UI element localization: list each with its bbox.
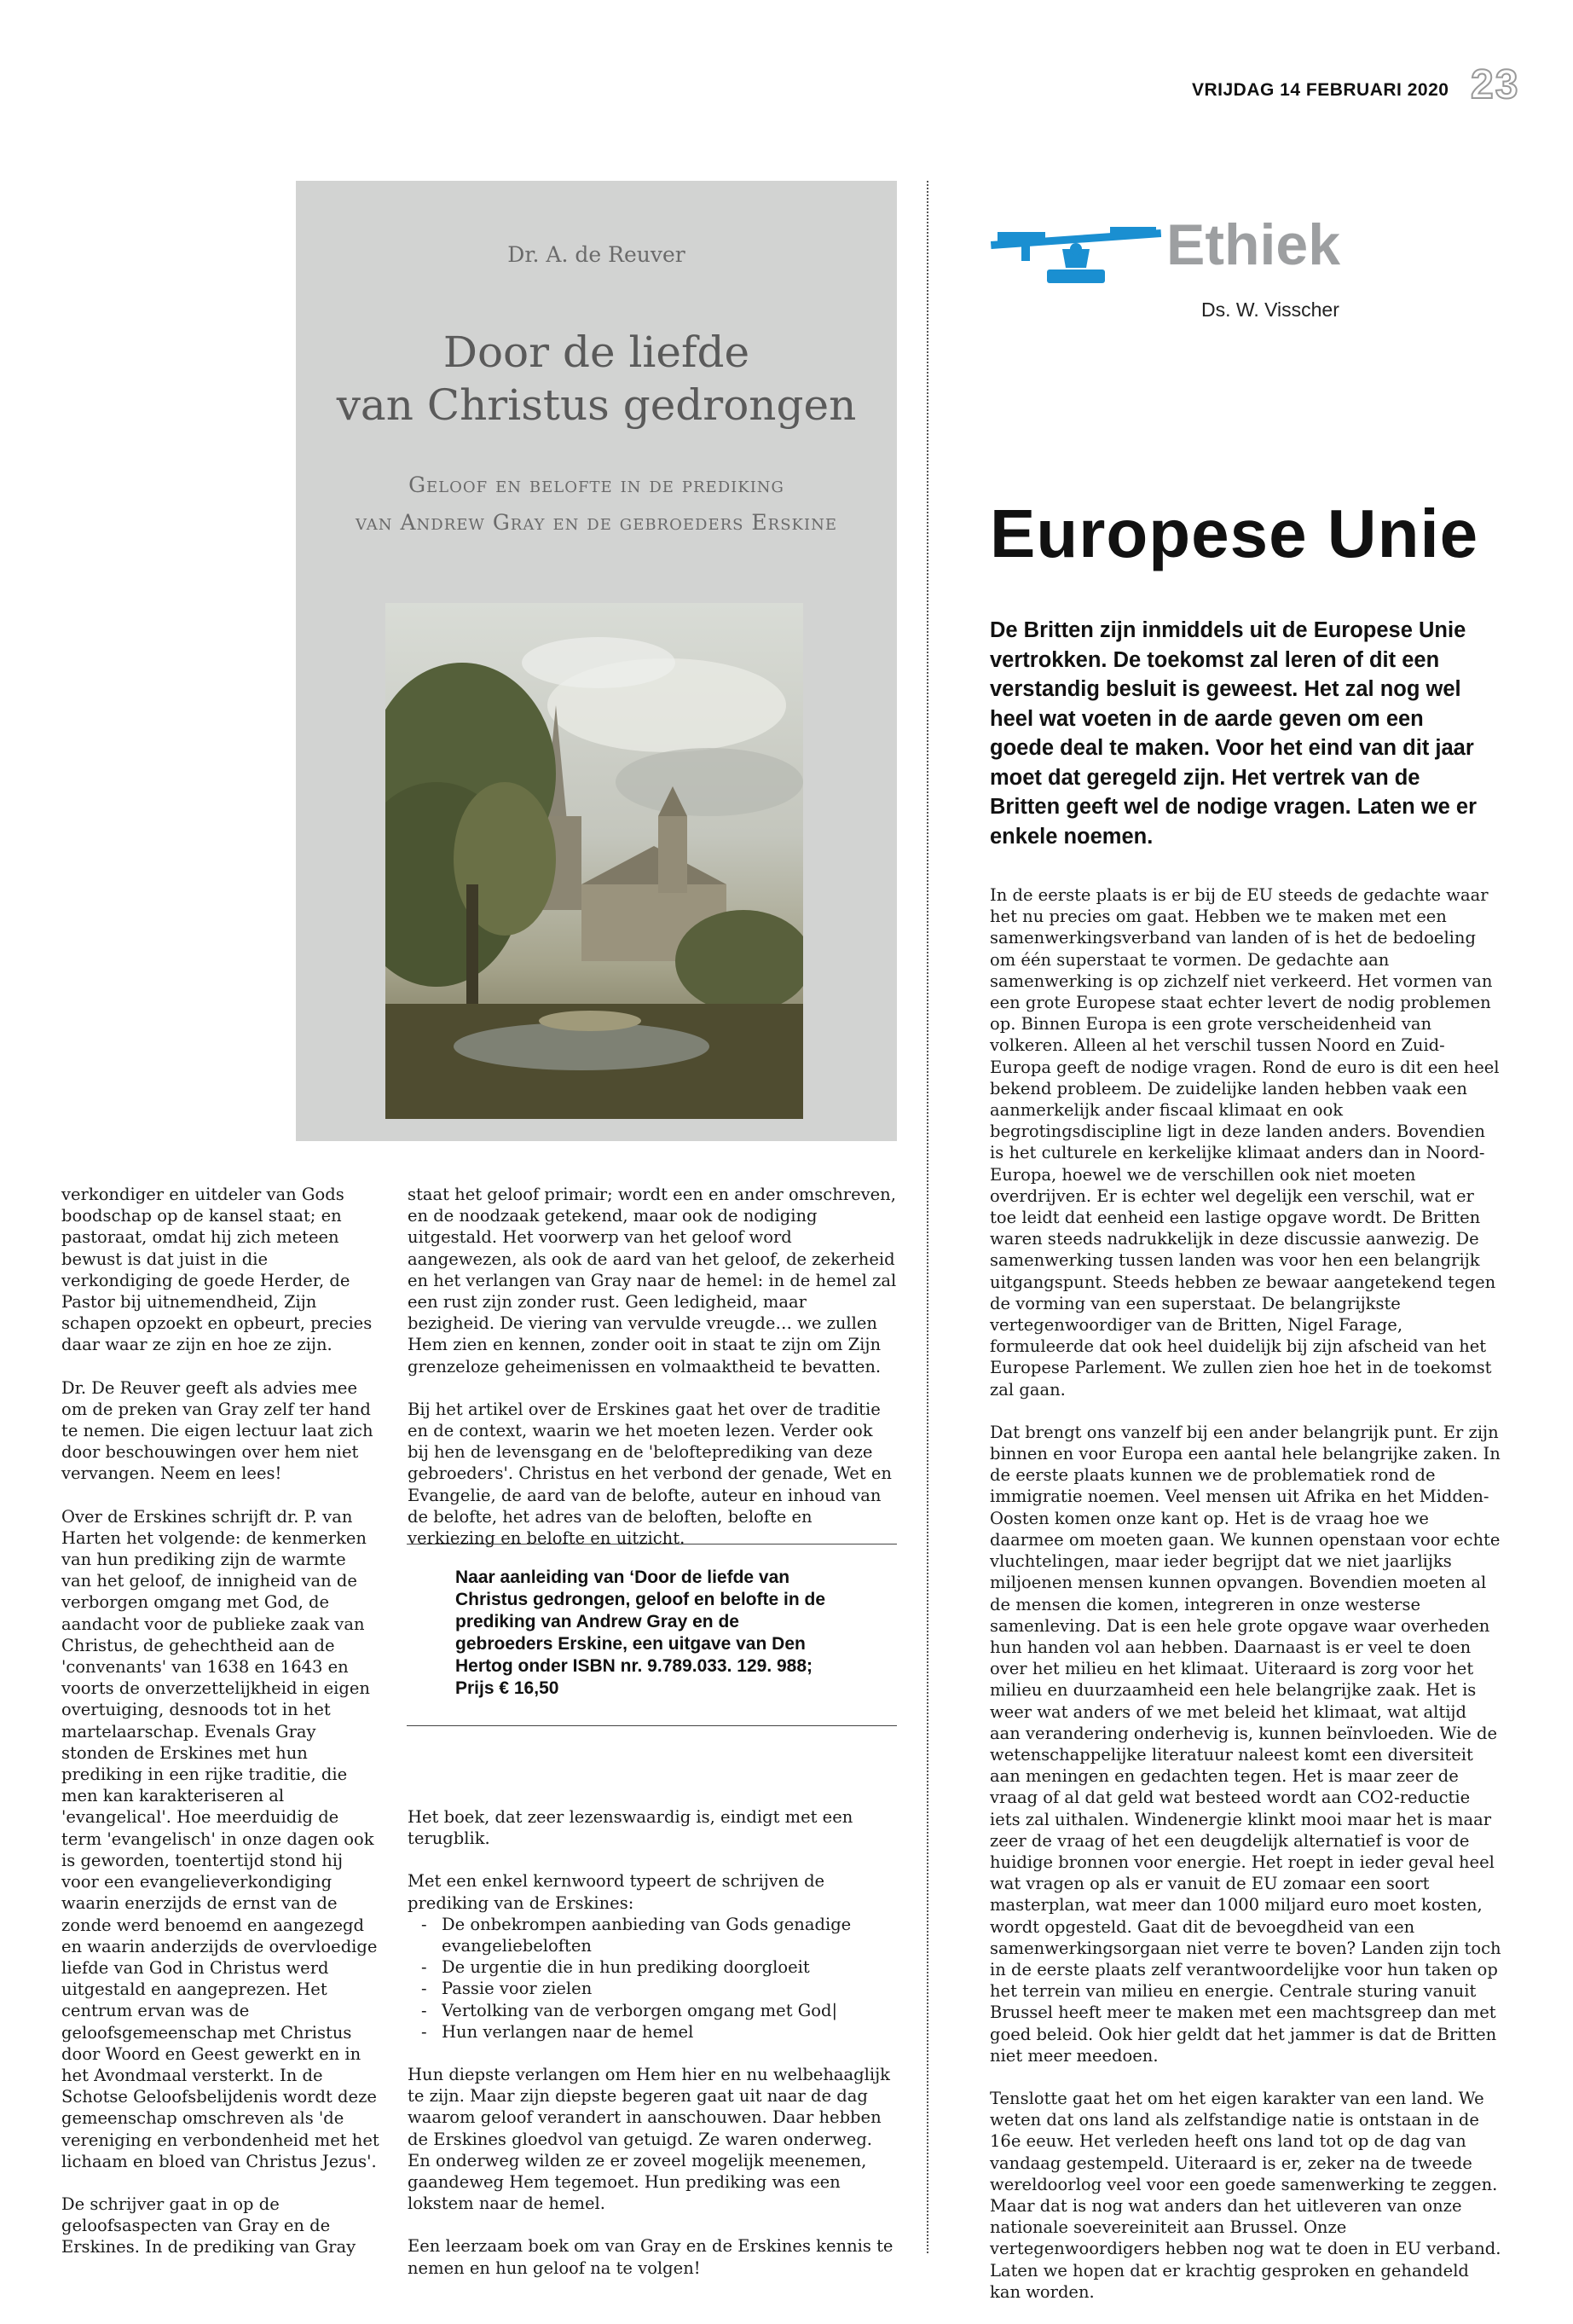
article-body — [990, 884, 1501, 2324]
review-column-1 — [61, 1184, 381, 2280]
article-paragraph: Tenslotte gaat het om het eigen karakter van een land. We weten dat ons land als zelfstandige natie is ontstaan in de 16e eeuw. Het verleden heeft ons land tot op de dag van vandaag gestempeld. Uiteraard is er, zeker na de tweede wereldoorlog veel voor een goede samenwerking te zeggen. Maar dat is nog wat anders dan het uitleveren van onze nationale soevereiniteit aan Brussel. Onze vertegenwoordigers hebben nog wat te doen in EU verband. Laten we hopen dat er krachtig gesproken en gehandeld kan worden. — [990, 2088, 1501, 2302]
article-paragraph: Dat brengt ons vanzelf bij een ander belangrijk punt. Er zijn binnen en voor Europa een aantal hele belangrijke zaken. In de eerste plaats kunnen we de problematiek rond de immigratie noemen. Veel mensen uit Afrika en het Midden-Oosten komen onze kant op. Het is de vraag hoe we daarmee om moeten gaan. We kunnen openstaan voor echte vluchtelingen, maar ieder begrijpt dat we niet jaarlijks miljoenen mensen kunnen opvangen. Bovendien moeten al de mensen die komen, integreren in onze westerse samenleving. Dat is een hele grote opgave waar overheden hun handen vol aan hebben. Daarnaast is er veel te doen over het milieu en het klimaat. Uiteraard is zorg voor het milieu en duurzaamheid een hele belangrijke zaak. Het is weer wat anders of we met beleid het klimaat, wat altijd aan verandering onderhevig is, kunnen beïnvloeden. Wie de wetenschappelijke literatuur naleest komt een diversiteit aan meningen en gedachten tegen. Het is maar zeer de vraag of al dat geld wat besteed wordt aan CO2-reductie iets zal uithalen. Windenergie klinkt mooi maar het is maar zeer de vraag of het een deugdelijk alternatief is voor de huidige bronnen voor energie. Het roept in ieder geval heel wat vragen op als er vanuit de EU zomaar een soort masterplan, wat meer dan 1000 miljard euro moet kosten, wordt opgesteld. Gaat dit de bevoegdheid van een samenwerkingsorgaan niet verre te boven? Landen zijn toch in de eerste plaats zelf verantwoordelijke voor hun taken op het terrein van milieu en energie. Centrale sturing vanuit Brussel heeft meer te maken met een machtsgreep dan met goed beleid. Ook hier geldt dat het jammer is dat de Britten niet meer meedoen. — [990, 1422, 1501, 2066]
cover-title — [296, 326, 897, 432]
issue-date: VRIJDAG 14 FEBRUARI 2020 — [1192, 80, 1449, 100]
book-info-text: Naar aanleiding van ‘Door de liefde van Christus gedrongen, geloof en belofte in de prediking van Andrew Gray en de gebroeders Erskine, een uitgave van Den Hertog onder ISBN nr. 9.789.033. 129. 988; Prijs € 16,50 — [455, 1568, 826, 1698]
review-paragraph: Hun diepste verlangen om Hem hier en nu welbehaaglijk te zijn. Maar zijn diepste begeren gaat uit naar de dag waarom geloof verandert in aanschouwen. Daar hebben de Erskines gloedvol van getuigd. Ze waren onderweg. En onderweg wilden ze er zoveel mogelijk meenemen, gaandeweg Hem tegemoet. Hun prediking was een lokstem naar de hemel. — [408, 2065, 890, 2214]
cover-subtitle-line: Geloof en belofte in de prediking — [408, 472, 784, 497]
characteristics-list — [408, 1914, 898, 2043]
cover-title-line: van Christus gedrongen — [336, 380, 857, 430]
cover-painting — [385, 603, 803, 1119]
review-paragraph: Met een enkel kernwoord typeert de schrijven de prediking van de Erskines: — [408, 1871, 825, 1913]
cover-author: Dr. A. de Reuver — [507, 242, 685, 267]
review-paragraph: Dr. De Reuver geeft als advies mee om de preken van Gray zelf ter hand te nemen. Die eigen lectuur laat zich door beschouwingen over hem niet vervangen. Neem en lees! — [61, 1377, 373, 1484]
scale-icon — [991, 223, 1161, 287]
review-paragraph: Bij het artikel over de Erskines gaat het over de traditie en de context, waarin we het moeten lezen. Verder ook bij hen de levensgang en de 'belofteprediking van deze gebroeders'. Christus en het verbond der genade, Wet en Evangelie, de aard van de belofte, auteur en inhoud van de belofte, het adres van de beloften, belofte en verkiezing en belofte en uitzicht. — [408, 1399, 892, 1549]
article-headline: Europese Unie — [990, 496, 1479, 571]
list-item: - De urgentie die in hun prediking doorgloeit — [421, 1956, 898, 1978]
article-paragraph: In de eerste plaats is er bij de EU steeds de gedachte waar het nu precies om gaat. Hebben we te maken met een samenwerkingsverband van landen of is het de bedoeling om één superstaat te vormen. De gedachte aan samenwerking is op zichzelf niet verkeerd. Het vormen van een grote Europese staat echter levert de nodig problemen op. Binnen Europa is een grote verscheidenheid van volkeren. Alleen al het verschil tussen Noord en Zuid-Europa geeft de nodige vragen. Rond de euro is dit een heel bekend probleem. De zuidelijke landen hebben vaak een aanmerkelijk ander fiscaal klimaat en ook begrotingsdiscipline ligt in deze landen anders. Bovendien is het culturele en kerkelijke klimaat anders dan in Noord-Europa, hoewel we de verschillen ook niet moeten overdrijven. Er is echter wel degelijk een verschil, wat er toe leidt dat eenheid een lastige opgave wordt. De Britten waren steeds nadrukkelijk in deze discussie aanwezig. De samenwerking tussen landen was voor hen een belangrijk uitgangspunt. Steeds hebben ze bewaar aangetekend tegen de vorming van een superstaat. De belangrijkste vertegenwoordiger van de Britten, Nigel Farage, formuleerde dat ook heel duidelijk bij zijn afscheid van het Europese Parlement. We zullen zien hoe het in de toekomst zal gaan. — [990, 885, 1500, 1400]
list-item: - Vertolking van de verborgen omgang met God| — [421, 2000, 898, 2021]
rubric-label: Ethiek — [1166, 212, 1341, 277]
review-column-2-bottom — [408, 1806, 898, 2300]
review-paragraph: De schrijver gaat in op de geloofsaspecten van Gray en de Erskines. In de prediking van Gray — [61, 2194, 356, 2257]
review-paragraph: verkondiger en uitdeler van Gods boodschap op de kansel staat; en pastoraat, omdat hij zich meteen bewust is dat juist in die verkondiging de goede Herder, de Pastor bij uitnemendheid, Zijn schapen opzoekt en opbeurt, precies daar waar ze zijn en hoe ze zijn. — [61, 1185, 373, 1355]
column-divider — [927, 181, 928, 2253]
list-item: - Passie voor zielen — [421, 1978, 898, 1999]
cover-title-line: Door de liefde — [442, 327, 750, 377]
cover-subtitle — [296, 467, 897, 542]
book-info-box — [407, 1544, 897, 1726]
review-column-2-top — [408, 1184, 898, 1570]
book-cover — [296, 181, 897, 1141]
byline: Ds. W. Visscher — [1201, 298, 1339, 321]
cover-subtitle-line: van Andrew Gray en de gebroeders Erskine — [355, 510, 837, 535]
page-number: 23 — [1471, 62, 1520, 107]
list-item: - Hun verlangen naar de hemel — [421, 2021, 898, 2043]
article-intro: De Britten zijn inmiddels uit de Europese Unie vertrokken. De toekomst zal leren of dit een verstandig besluit is geweest. Het zal nog wel heel wat voeten in de aarde geven om een goede deal te maken. Voor het eind van dit jaar moet dat geregeld zijn. Het vertrek van de Britten geeft wel de nodige vragen. Laten we er enkele noemen. — [990, 618, 1478, 849]
review-paragraph: Over de Erskines schrijft dr. P. van Harten het volgende: de kenmerken van hun prediking zijn de warmte van het geloof, de innigheid van de verborgen omgang met God, de aandacht voor de publieke zaak van Christus, de gehechtheid aan de 'convenants' van 1638 en 1643 en voorts de onverzettelijkheid in eigen overtuiging, desnoods tot in het martelaarschap. Evenals Gray stonden de Erskines met hun prediking in een rijke traditie, die men kan karakteriseren al 'evangelical'. Hoe meerduidig de term 'evangelisch' in onze dagen ook is geworden, toentertijd stond hij voor een evangelieverkondiging waarin enerzijds de ernst van de zonde werd benoemd en aangezegd en waarin anderzijds de overvloedige liefde van God in Christus werd uitgestald en aangeprezen. Het centrum ervan was de geloofsgemeenschap met Christus door Woord en Geest gewerkt en in het Avondmaal versterkt. In de Schotse Geloofsbelijdenis wordt deze gemeenschap omschreven als 'de vereniging en verbondenheid met het lichaam en bloed van Christus Jezus'. — [61, 1506, 379, 2171]
review-paragraph: staat het geloof primair; wordt een en ander omschreven, en de noodzaak getekend, maar ook de nodiging uitgestald. Het voorwerp van het geloof word aangewezen, als ook de aard van het geloof, de zekerheid en het verlangen van Gray naar de hemel: in de hemel zal een rust zijn zonder rust. Geen ledigheid, maar bezigheid. De viering van vervulde vreugde… we zullen Hem zien en kennen, zonder ooit in staat te zijn om Zijn grenzeloze geheimenissen en volmaaktheid te bevatten. — [408, 1185, 897, 1376]
review-paragraph: Een leerzaam boek om van Gray en de Erskines kennis te nemen en hun geloof na te volgen! — [408, 2236, 893, 2278]
list-item: - De onbekrompen aanbieding van Gods genadige evangeliebeloften — [421, 1914, 898, 1956]
review-paragraph: Het boek, dat zeer lezenswaardig is, eindigt met een terugblik. — [408, 1807, 853, 1849]
